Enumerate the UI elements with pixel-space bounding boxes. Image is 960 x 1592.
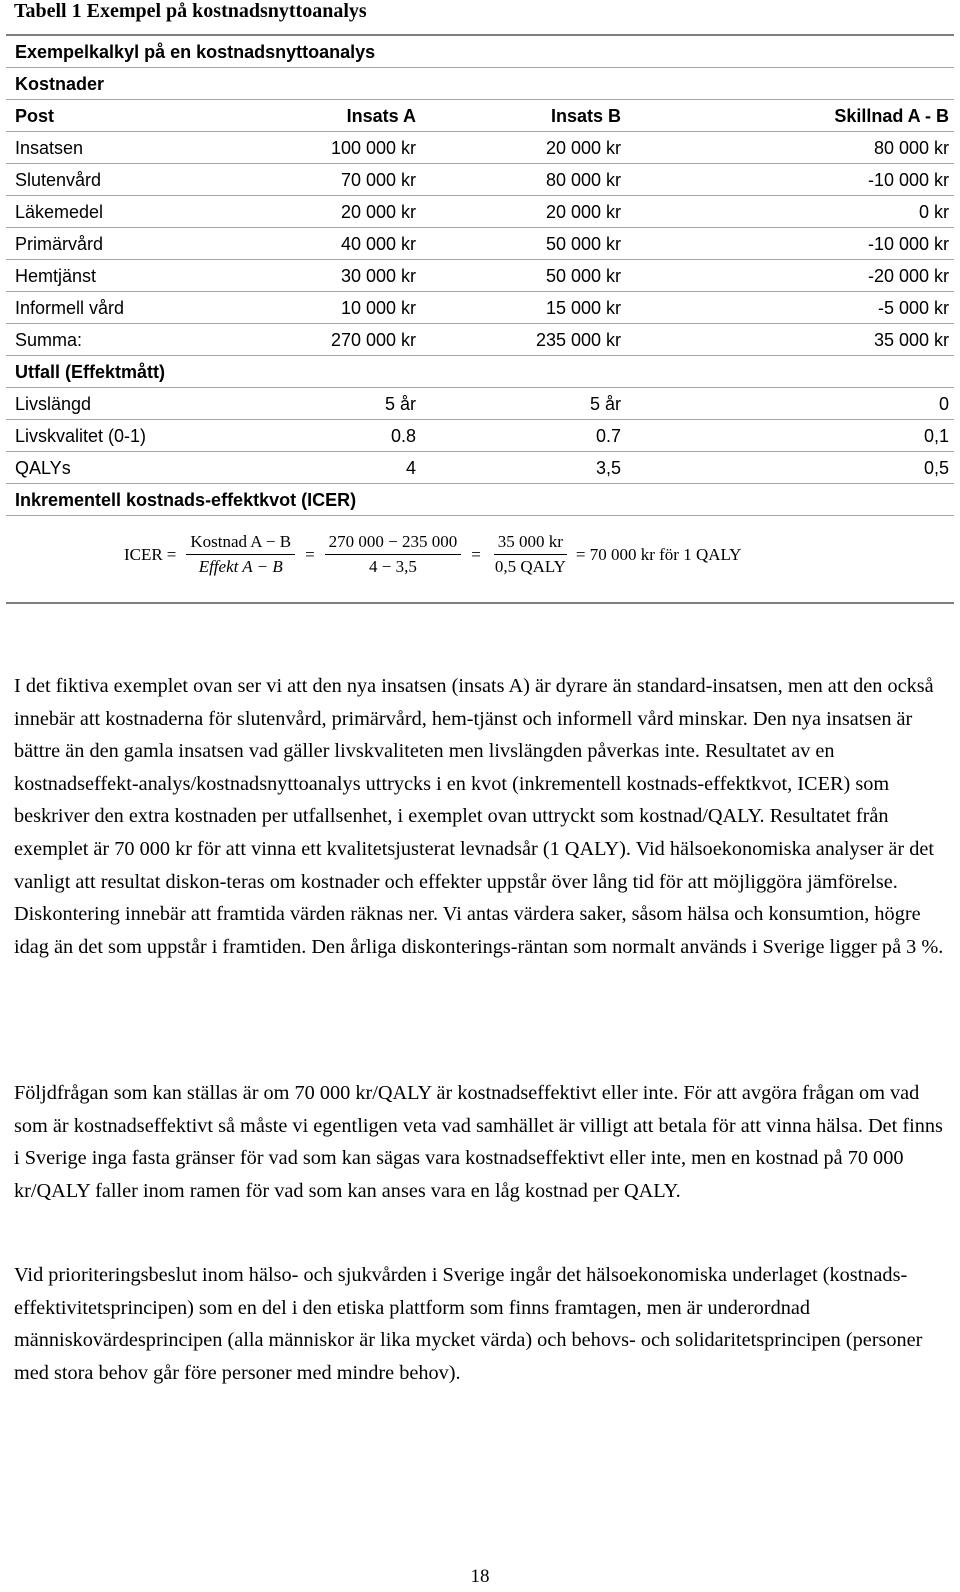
header-insats-a: Insats A — [346, 106, 416, 126]
fraction-numerator: 270 000 − 235 000 — [325, 532, 462, 555]
fraction-denominator: 4 − 3,5 — [369, 557, 417, 576]
table-row — [6, 260, 954, 292]
cell-difference: 0,1 — [923, 426, 949, 446]
fraction-definition — [186, 532, 295, 577]
paragraph-prioritization: Vid prioriteringsbeslut inom hälso- och sjukvården i Sverige ingår det hälsoekonomiska underlaget (kostnads-effektivitetsprincipen) som en del i den etiska plattform som finns framtagen, men är underordnad människovärdesprincipen (alla människor är lika mycket värda) och behovs- och solidaritetsprincipen (personer med stora behov går före personer med mindre behov). — [14, 1264, 923, 1384]
cell-insats-a: 40 000 kr — [340, 234, 416, 254]
fraction-numerator: Kostnad A − B — [186, 532, 295, 555]
table-row — [6, 132, 954, 164]
cell-post: Livslängd — [15, 394, 92, 414]
formula-lhs: ICER — [124, 544, 163, 564]
cell-insats-b: 0.7 — [595, 426, 621, 446]
section-label: Utfall (Effektmått) — [15, 362, 166, 382]
cell-difference: -10 000 kr — [867, 170, 949, 190]
cell-difference: 0,5 — [923, 458, 949, 478]
cell-insats-b: 235 000 kr — [535, 330, 621, 350]
cell-post: QALYs — [15, 458, 71, 478]
fraction-result — [491, 532, 570, 577]
paragraph-example-explanation: I det fiktiva exemplet ovan ser vi att den nya insatsen (insats A) är dyrare än standard-insatsen, men att den också innebär att kostnaderna för slutenvård, primärvård, hem-tjänst och informell vård minskar. Den nya insatsen är bättre än den gamla insatsen vad gäller livskvaliteten men livslängden påverkas inte. Resultatet av en kostnadseffekt-analys/kostnadsnyttoanalys uttrycks i en kvot (inkrementell kostnads-effektkvot, ICER) som beskriver den extra kostnaden per utfallsenhet, i exemplet ovan uttryckt som kostnad/QALY. Resultatet från exemplet är 70 000 kr för att vinna ett kvalitetsjusterat levnadsår (1 QALY). Vid hälsoekonomiska analyser är det vanligt att resultat diskon-teras om kostnader och effekter uppstår över lång tid för att möjliggöra jämförelse. Diskontering innebär att framtida värden räknas ner. Vi antas värdera saker, såsom hälsa och konsumtion, högre idag än det som uppstår i framtiden. Den årliga diskonterings-räntan som normalt används i Sverige ligger på 3 %. — [14, 675, 944, 958]
formula-result: = 70 000 kr för 1 QALY — [575, 544, 742, 564]
equals-sign: = — [166, 544, 177, 564]
cell-insats-b: 50 000 kr — [545, 234, 621, 254]
cell-insats-a: 20 000 kr — [340, 202, 416, 222]
cell-post: Summa: — [15, 330, 83, 350]
cell-insats-a: 4 — [405, 458, 416, 478]
cell-post: Hemtjänst — [15, 266, 97, 286]
cell-insats-a: 5 år — [384, 394, 416, 414]
section-label: Inkrementell kostnads-effektkvot (ICER) — [15, 490, 357, 510]
cell-difference: -20 000 kr — [867, 266, 949, 286]
fraction-values — [325, 532, 462, 577]
section-heading-outcome — [6, 356, 954, 388]
fraction-denominator: Effekt A − B — [198, 557, 283, 576]
cell-post: Livskvalitet (0-1) — [15, 426, 147, 446]
table-title-row — [6, 34, 954, 68]
cell-insats-b: 20 000 kr — [545, 138, 621, 158]
cell-difference: -5 000 kr — [877, 298, 949, 318]
cell-difference: -10 000 kr — [867, 234, 949, 254]
cell-insats-a: 0.8 — [390, 426, 416, 446]
cell-post: Informell vård — [15, 298, 125, 318]
header-difference: Skillnad A - B — [834, 106, 949, 126]
cell-insats-b: 80 000 kr — [545, 170, 621, 190]
paragraph-cost-effectiveness: Följdfrågan som kan ställas är om 70 000 kr/QALY är kostnadseffektivt eller inte. För att avgöra frågan om vad som är kostnadseffektivt så måste vi egentligen veta vad samhället är villigt att betala för att vinna hälsa. Det finns i Sverige inga fasta gränser för vad som kan sägas vara kostnadseffektivt eller inte, men en kostnad på 70 000 kr/QALY faller inom ramen för vad som kan anses vara en låg kostnad per QALY. — [14, 1082, 943, 1202]
section-heading-icer — [6, 484, 954, 516]
table-row — [6, 420, 954, 452]
cost-benefit-table — [6, 34, 954, 604]
icer-formula-row — [6, 516, 954, 604]
cell-insats-a: 70 000 kr — [340, 170, 416, 190]
section-label: Kostnader — [15, 74, 105, 94]
section-heading-costs — [6, 68, 954, 100]
table-row — [6, 228, 954, 260]
cell-difference: 35 000 kr — [873, 330, 949, 350]
table-row-sum — [6, 324, 954, 356]
header-insats-b: Insats B — [550, 106, 621, 126]
equals-sign: = — [305, 544, 315, 564]
cell-insats-a: 10 000 kr — [340, 298, 416, 318]
cell-insats-a: 30 000 kr — [340, 266, 416, 286]
cell-difference: 80 000 kr — [873, 138, 949, 158]
icer-formula — [124, 532, 741, 577]
cell-insats-a: 100 000 kr — [330, 138, 416, 158]
fraction-denominator: 0,5 QALY — [494, 557, 566, 576]
cell-insats-a: 270 000 kr — [330, 330, 416, 350]
cell-insats-b: 5 år — [589, 394, 621, 414]
cell-insats-b: 20 000 kr — [545, 202, 621, 222]
table-row — [6, 164, 954, 196]
equals-sign: = — [471, 544, 481, 564]
table-row — [6, 388, 954, 420]
cell-post: Slutenvård — [15, 170, 102, 190]
cell-insats-b: 50 000 kr — [545, 266, 621, 286]
table-row — [6, 196, 954, 228]
cell-insats-b: 3,5 — [595, 458, 621, 478]
table-row — [6, 452, 954, 484]
cell-post: Läkemedel — [15, 202, 104, 222]
cell-post: Insatsen — [15, 138, 84, 158]
cell-difference: 0 — [938, 394, 949, 414]
page-number: 18 — [470, 1566, 490, 1587]
table-header-row — [6, 100, 954, 132]
cell-insats-b: 15 000 kr — [545, 298, 621, 318]
table-row — [6, 292, 954, 324]
header-post: Post — [15, 106, 55, 126]
table-title: Exempelkalkyl på en kostnadsnyttoanalys — [15, 42, 376, 62]
cell-difference: 0 kr — [918, 202, 949, 222]
table-caption: Tabell 1 Exempel på kostnadsnyttoanalys — [14, 0, 367, 22]
fraction-numerator: 35 000 kr — [494, 532, 567, 555]
cell-post: Primärvård — [15, 234, 104, 254]
